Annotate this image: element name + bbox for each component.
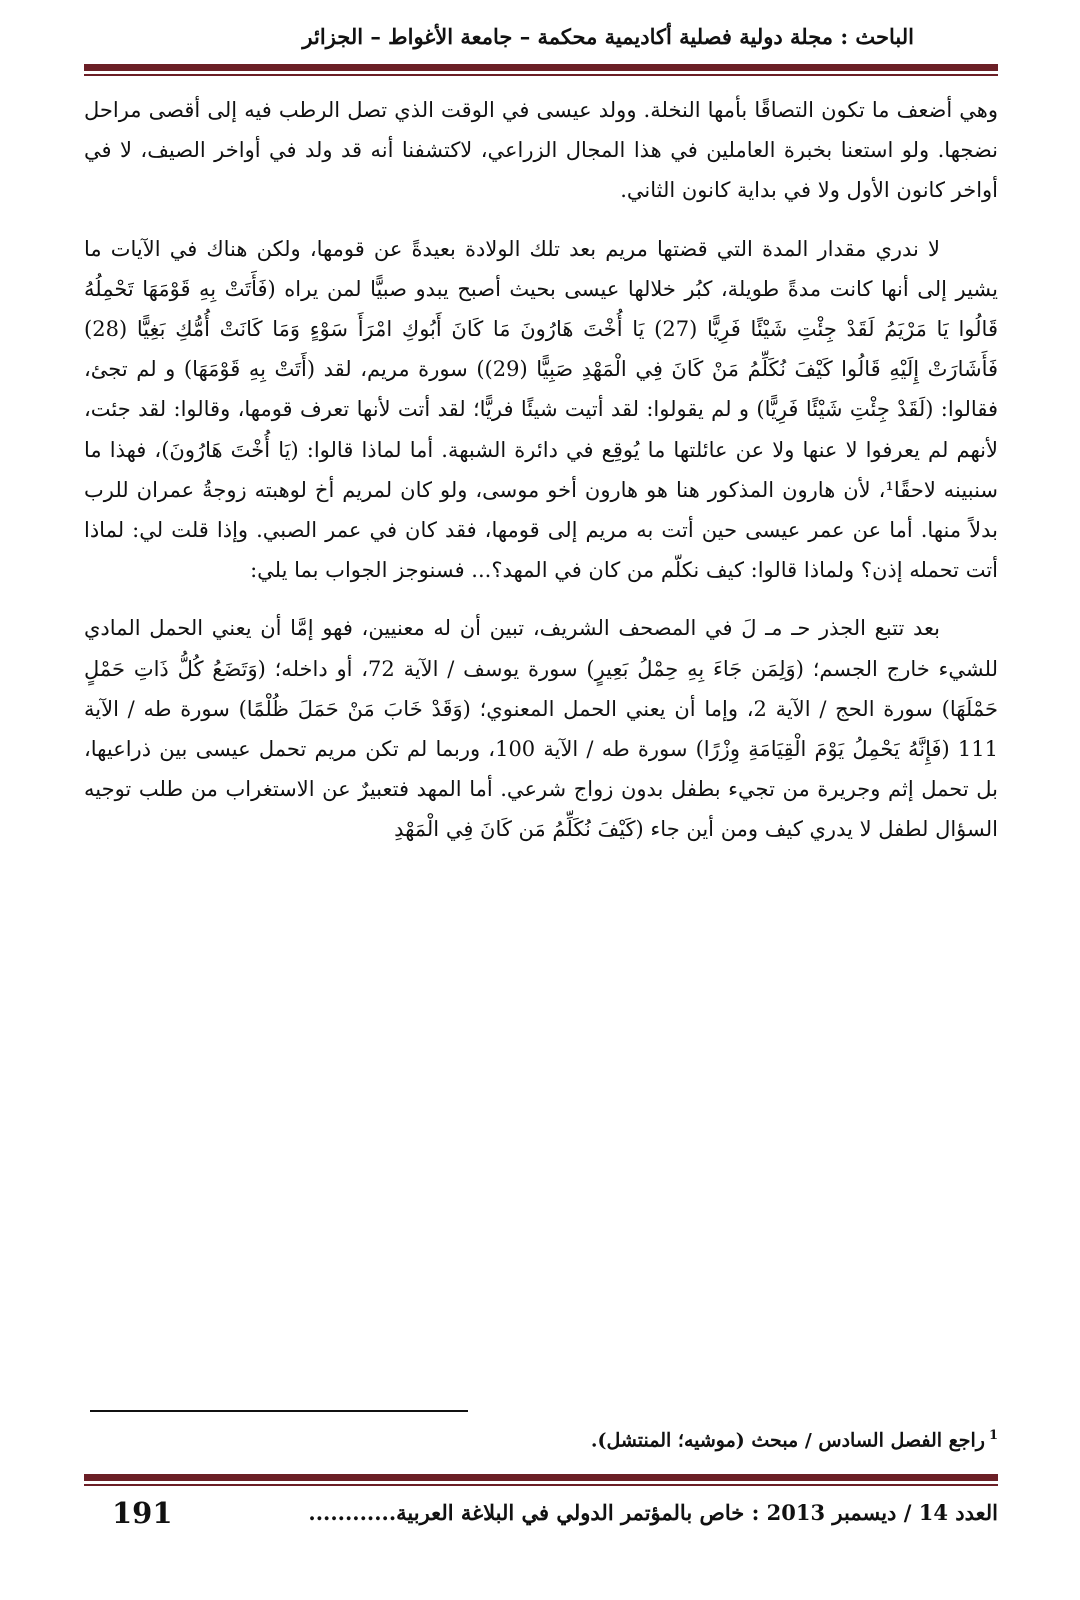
paragraph-2: لا ندري مقدار المدة التي قضتها مريم بعد تلك الولادة بعيدةً عن قومها، ولكن هناك في الآيات ما يشير إلى أنها كانت مدةً طويلة، كبُر خلالها عيسى بحيث أصبح يبدو صبيًّا لمن يراه (فَأَتَتْ بِهِ قَوْمَهَا تَحْمِلُهُ قَالُوا يَا مَرْيَمُ لَقَدْ جِئْتِ شَيْئًا فَرِيًّا (27) يَا أُخْتَ هَارُونَ مَا كَانَ أَبُوكِ امْرَأَ سَوْءٍ وَمَا كَانَتْ أُمُّكِ بَغِيًّا (28) فَأَشَارَتْ إِلَيْهِ قَالُوا كَيْفَ نُكَلِّمُ مَنْ كَانَ فِي الْمَهْدِ صَبِيًّا (29)) سورة مريم، لقد (أَتَتْ بِهِ قَوْمَهَا) و لم تجئ، فقالوا: (لَقَدْ جِئْتِ شَيْئًا فَرِيًّا) و لم يقولوا: لقد أتيت شيئًا فريًّا؛ لقد أتت لأنها تعرف قومها، وقالوا: لقد جئت، لأنهم لم يعرفوا لا عنها ولا عن عائلتها ما يُوقِع في دائرة الشبهة. أما لماذا قالوا: (يَا أُخْتَ هَارُونَ)، فهذا ما سنبينه لاحقًا¹، لأن هارون المذكور هنا هو هارون أخو موسى، ولو كان لمريم أخ لوهبته زوجةُ عمران للرب بدلاً منها. أما عن عمر عيسى حين أتت به مريم إلى قومها، فقد كان في عمر الصبي. وإذا قلت لي: لماذا أتت تحمله إذن؟ ولماذا قالوا: كيف نكلّم من كان في المهد؟... فسنوجز الجواب بما يلي: [84,236,999,583]
article-body [84,90,998,850]
footnote-text: راجع الفصل السادس / مبحث (موشيه؛ المنتشل). [590,1429,985,1452]
paragraph-1: وهي أضعف ما تكون التصاقًا بأمها النخلة. وولد عيسى في الوقت الذي تصل الرطب فيه إلى أقصى مراحل نضجها. ولو استعنا بخبرة العاملين في هذا المجال الزراعي، لاكتشفنا أنه قد ولد في أواخر الصيف، لا في أواخر كانون الأول ولا في بداية كانون الثاني. [84,98,998,203]
header-rule-thin [84,74,998,76]
footer-rule-thin [84,1484,998,1486]
header-rule-thick [84,64,998,71]
footnote-separator [90,1410,468,1412]
footer-rule [84,1474,998,1486]
journal-header-title: الباحث : مجلة دولية فصلية أكاديمية محكمة – جامعة الأغواط – الجزائر [302,24,914,49]
footnote-marker: 1 [988,1428,998,1443]
paragraph-3: بعد تتبع الجذر حـ مـ لَ في المصحف الشريف، تبين أن له معنيين، فهو إمَّا أن يعني الحمل المادي للشيء خارج الجسم؛ (وَلِمَن جَاءَ بِهِ حِمْلُ بَعِيرٍ) سورة يوسف / الآية 72، أو داخله؛ (وَتَضَعُ كُلُّ ذَاتِ حَمْلٍ حَمْلَهَا) سورة الحج / الآية 2، وإما أن يعني الحمل المعنوي؛ (وَقَدْ خَابَ مَنْ حَمَلَ ظُلْمًا) سورة طه / الآية 111 (فَإِنَّهُ يَحْمِلُ يَوْمَ الْقِيَامَةِ وِزْرًا) سورة طه / الآية 100، وربما لم تكن مريم تحمل عيسى بين ذراعيها، بل تحمل إثم وجريرة من تجيء بطفل بدون زواج شرعي. أما المهد فتعبيرٌ عن الاستغراب من طلب توجيه السؤال لطفل لا يدري كيف ومن أين جاء (كَيْفَ نُكَلِّمُ مَن كَانَ فِي الْمَهْدِ [84,616,998,842]
header-rule [84,64,998,76]
issue-footer: العدد 14 / ديسمبر 2013 : خاص بالمؤتمر الدولي في البلاغة العربية............ [308,1500,998,1525]
page-number: 191 [112,1496,173,1530]
footnote [90,1428,998,1451]
footer-rule-thick [84,1474,998,1481]
